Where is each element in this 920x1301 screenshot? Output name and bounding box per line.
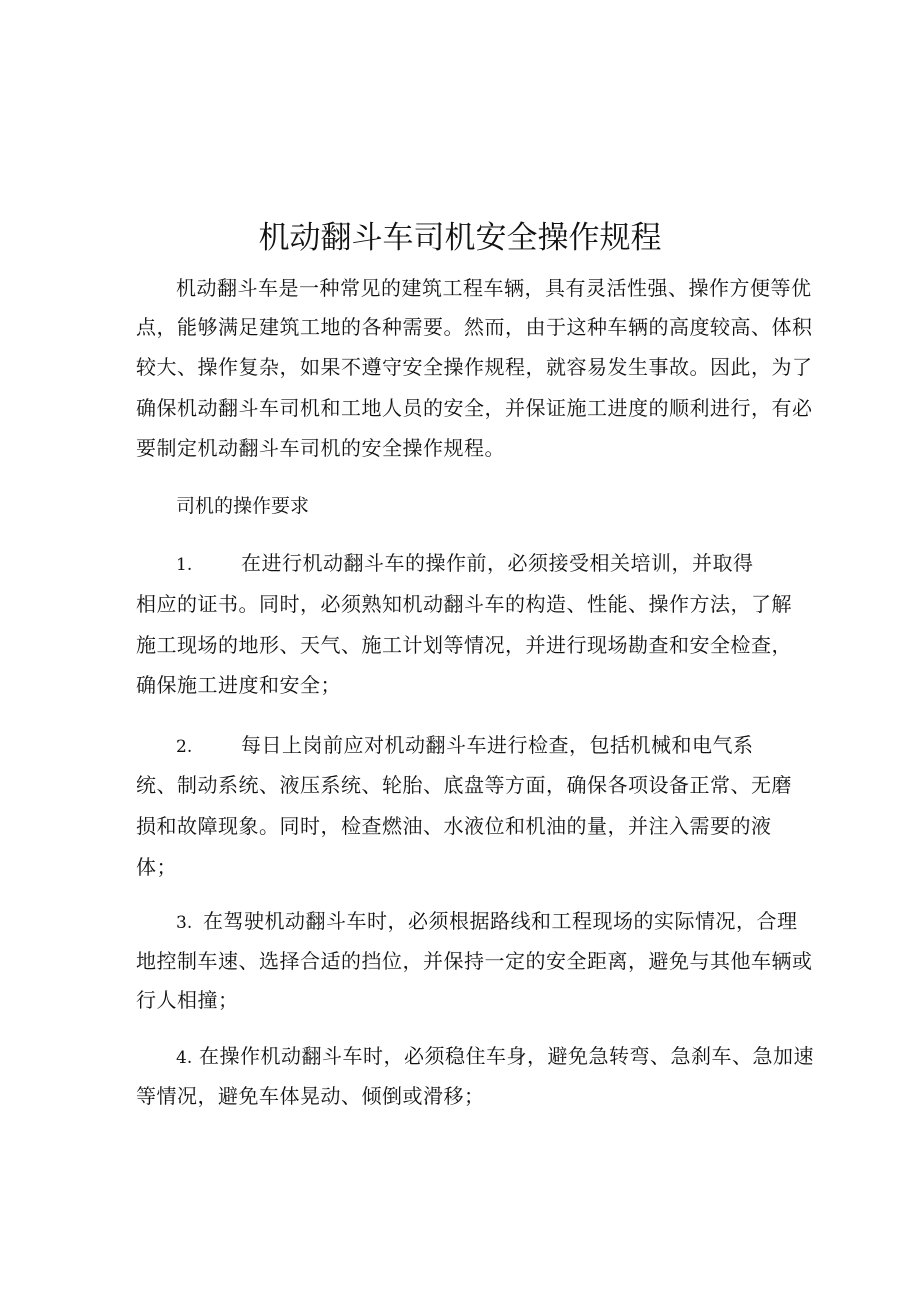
item-number: 1. [176,555,193,575]
item-line: 行人相撞； [136,988,239,1012]
item-line: 等情况，避免车体晃动、倾倒或滑移； [136,1084,485,1108]
item-line: 体； [136,855,177,879]
item-line: 地控制车速、选择合适的挡位，并保持一定的安全距离，避免与其他车辆或 [136,949,813,973]
item-line: 在驾驶机动翻斗车时，必须根据路线和工程现场的实际情况，合理 [203,909,798,933]
item-number: 3. [176,913,193,933]
item-number: 4. [176,1048,193,1068]
item-line: 在进行机动翻斗车的操作前，必须接受相关培训，并取得 [241,551,754,575]
document-title: 机动翻斗车司机安全操作规程 [258,220,662,256]
item-line: 确保施工进度和安全； [136,673,341,697]
intro-line: 机动翻斗车是一种常见的建筑工程车辆，具有灵活性强、操作方便等优 [176,276,812,300]
item-line: 施工现场的地形、天气、施工计划等情况，并进行现场勘查和安全检查， [136,633,792,657]
intro-line: 确保机动翻斗车司机和工地人员的安全，并保证施工进度的顺利进行，有必 [136,396,813,420]
intro-line: 较大、操作复杂，如果不遵守安全操作规程，就容易发生事故。因此，为了 [136,355,813,379]
intro-line: 要制定机动翻斗车司机的安全操作规程。 [136,436,505,460]
section-heading: 司机的操作要求 [176,495,310,517]
item-number: 2. [176,737,193,757]
item-line: 统、制动系统、液压系统、轮胎、底盘等方面，确保各项设备正常、无磨 [136,773,792,797]
item-line: 在操作机动翻斗车时，必须稳住车身，避免急转弯、急刹车、急加速 [199,1044,814,1068]
item-line: 损和故障现象。同时，检查燃油、水液位和机油的量，并注入需要的液 [136,814,772,838]
intro-line: 点，能够满足建筑工地的各种需要。然而，由于这种车辆的高度较高、体积 [136,315,813,339]
item-line: 相应的证书。同时，必须熟知机动翻斗车的构造、性能、操作方法，了解 [136,592,792,616]
item-line: 每日上岗前应对机动翻斗车进行检查，包括机械和电气系 [241,733,754,757]
